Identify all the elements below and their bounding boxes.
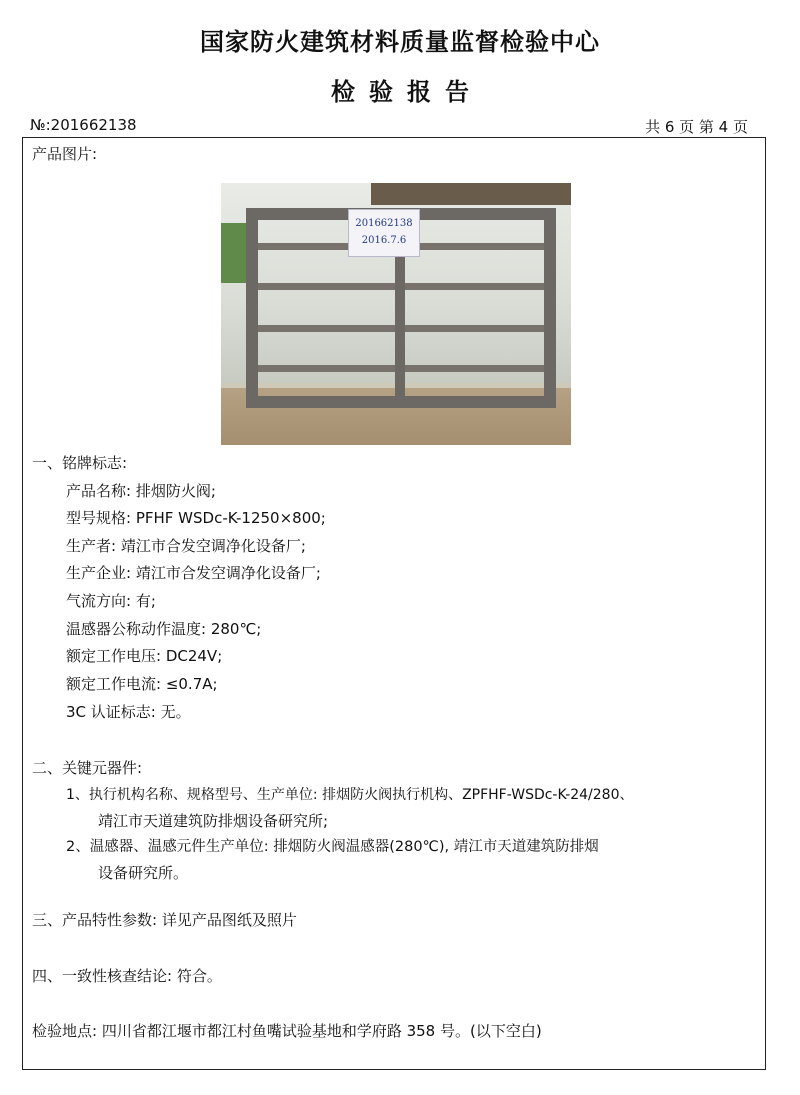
- component-item: 2、温感器、温感元件生产单位: 排烟防火阀温感器(280℃), 靖江市天道建筑防排烟: [66, 839, 599, 855]
- inspection-location: 检验地点: 四川省都江堰市都江村鱼嘴试验基地和学府路 358 号。(以下空白): [32, 1022, 542, 1040]
- sample-tag-number: 201662138: [355, 218, 413, 229]
- nameplate-heading: 一、铭牌标志:: [32, 454, 128, 472]
- report-subtitle: 检验报告: [331, 78, 483, 106]
- component-item: 靖江市天道建筑防排烟设备研究所;: [98, 812, 329, 830]
- characteristics-section: 三、产品特性参数: 详见产品图纸及照片: [32, 911, 297, 929]
- nameplate-item: 型号规格: PFHF WSDc-K-1250×800;: [66, 509, 326, 527]
- components-heading: 二、关键元器件:: [32, 759, 143, 777]
- photo-board: [371, 183, 571, 205]
- component-item: 1、执行机构名称、规格型号、生产单位: 排烟防火阀执行机构、ZPFHF-WSDc-K-24/280、: [66, 787, 634, 803]
- component-item: 设备研究所。: [98, 864, 189, 882]
- nameplate-item: 额定工作电流: ≤0.7A;: [66, 675, 218, 693]
- sample-tag: [348, 209, 420, 257]
- product-photo: [221, 183, 571, 445]
- nameplate-item: 生产者: 靖江市合发空调净化设备厂;: [66, 537, 306, 555]
- conclusion-section: 四、一致性核查结论: 符合。: [32, 967, 222, 985]
- report-number: №:201662138: [30, 116, 137, 134]
- nameplate-item: 生产企业: 靖江市合发空调净化设备厂;: [66, 564, 321, 582]
- nameplate-item: 温感器公称动作温度: 280℃;: [66, 620, 262, 638]
- report-org-title: 国家防火建筑材料质量监督检验中心: [200, 28, 600, 56]
- nameplate-item: 产品名称: 排烟防火阀;: [66, 482, 216, 500]
- nameplate-item: 额定工作电压: DC24V;: [66, 647, 223, 665]
- nameplate-item: 气流方向: 有;: [66, 592, 156, 610]
- nameplate-item: 3C 认证标志: 无。: [66, 703, 191, 721]
- page-info: 共 6 页 第 4 页: [645, 118, 748, 136]
- sample-tag-date: 2016.7.6: [361, 235, 407, 246]
- photo-label: 产品图片:: [32, 145, 98, 163]
